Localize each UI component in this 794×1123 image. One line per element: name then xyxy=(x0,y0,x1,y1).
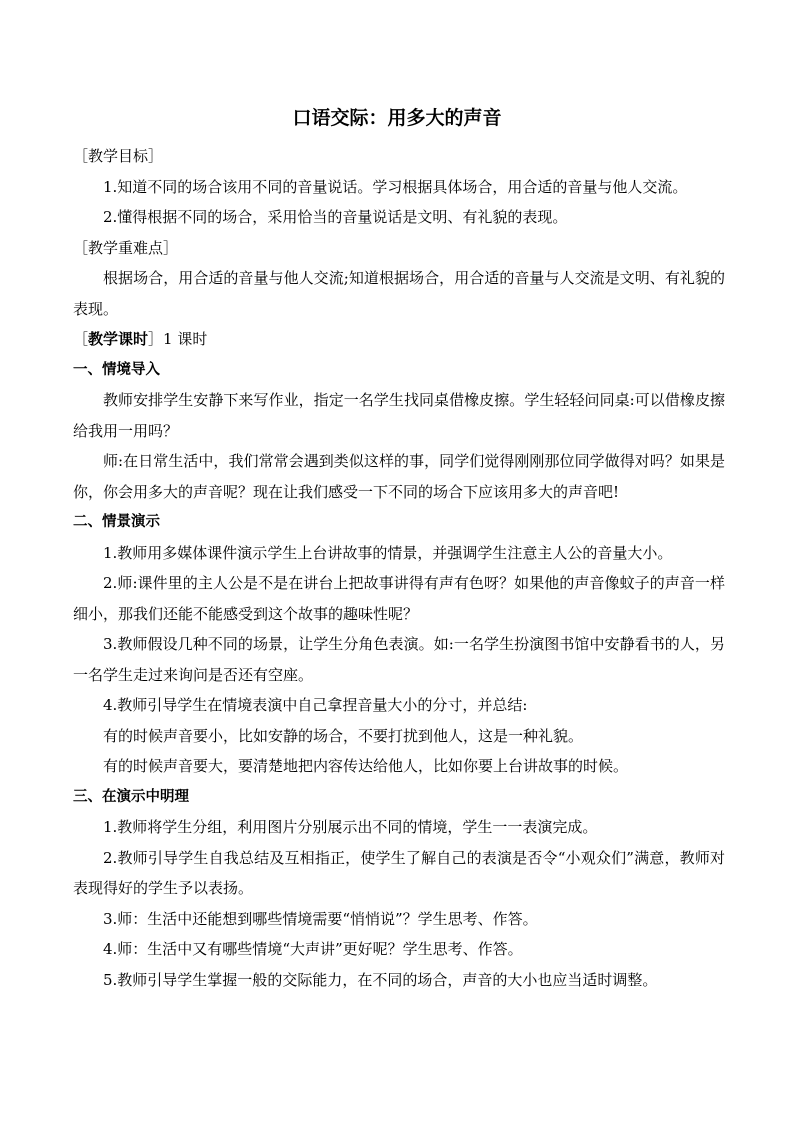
class-hours-bracket-open: ［ xyxy=(73,330,89,348)
section-3-paragraph: 5.教师引导学生掌握一般的交际能力，在不同的场合，声音的大小也应当适时调整。 xyxy=(103,970,658,989)
key-points-text: 根据场合，用合适的音量与他人交流;知道根据场合，用合适的音量与人交流是文明、有礼貌的表现。 xyxy=(73,269,725,318)
goal-item-2: 2.懂得根据不同的场合，采用恰当的音量说话是文明、有礼貌的表现。 xyxy=(103,208,568,226)
class-hours-value: 1 课时 xyxy=(163,330,208,348)
page-title: 口语交际：用多大的声音 xyxy=(292,107,502,129)
section-2-paragraph: 有的时候声音要小，比如安静的场合，不要打扰到他人，这是一种礼貌。 xyxy=(103,726,584,745)
goal-item-1: 1.知道不同的场合该用不同的音量说话。学习根据具体场合，用合适的音量与他人交流。 xyxy=(103,177,688,196)
section-3-paragraph: 3.师：生活中还能想到哪些情境需要“悄悄说”？学生思考、作答。 xyxy=(103,909,538,928)
section-3-heading: 三、在演示中明理 xyxy=(73,788,189,805)
section-2-paragraph: 3.教师假设几种不同的场景，让学生分角色表演。如:一名学生扮演图书馆中安静看书的人，另一名学生走过来询问是否还有空座。 xyxy=(73,635,725,684)
section-2-paragraph: 1.教师用多媒体课件演示学生上台讲故事的情景，并强调学生注意主人公的音量大小。 xyxy=(103,543,673,562)
section-2-heading: 二、情景演示 xyxy=(73,514,160,530)
document-body xyxy=(73,141,725,995)
goals-label: ［教学目标］ xyxy=(73,147,164,165)
section-3-paragraph: 1.教师将学生分组，利用图片分别展示出不同的情境，学生一一表演完成。 xyxy=(103,818,598,836)
section-2-paragraph: 4.教师引导学生在情境表演中自己拿捏音量大小的分寸，并总结: xyxy=(103,696,528,714)
section-2-paragraph: 2.师:课件里的主人公是不是在讲台上把故事讲得有声有色呀？如果他的声音像蚊子的声音一样细小，那我们还能不能感受到这个故事的趣味性呢？ xyxy=(73,574,725,623)
class-hours-bracket-close: ］ xyxy=(148,330,164,348)
section-3-paragraph: 2.教师引导学生自我总结及互相指正，使学生了解自己的表演是否令“小观众们”满意，教师对表现得好的学生予以表扬。 xyxy=(73,848,725,897)
section-1-heading: 一、情境导入 xyxy=(73,361,160,378)
class-hours-label: 教学课时 xyxy=(88,330,149,348)
section-3-paragraph: 4.师：生活中又有哪些情境“大声讲”更好呢？学生思考、作答。 xyxy=(103,940,523,958)
class-hours-line xyxy=(73,324,725,355)
section-2-paragraph: 有的时候声音要大，要清楚地把内容传达给他人，比如你要上台讲故事的时候。 xyxy=(103,757,629,775)
key-points-label: ［教学重难点］ xyxy=(73,238,179,257)
section-1-paragraph: 教师安排学生安静下来写作业，指定一名学生找同桌借橡皮擦。学生轻轻问同桌:可以借橡皮擦给我用一用吗？ xyxy=(73,391,725,440)
section-1-paragraph: 师:在日常生活中，我们常常会遇到类似这样的事，同学们觉得刚刚那位同学做得对吗？如果是你，你会用多大的声音呢？现在让我们感受一下不同的场合下应该用多大的声音吧! xyxy=(73,452,725,501)
